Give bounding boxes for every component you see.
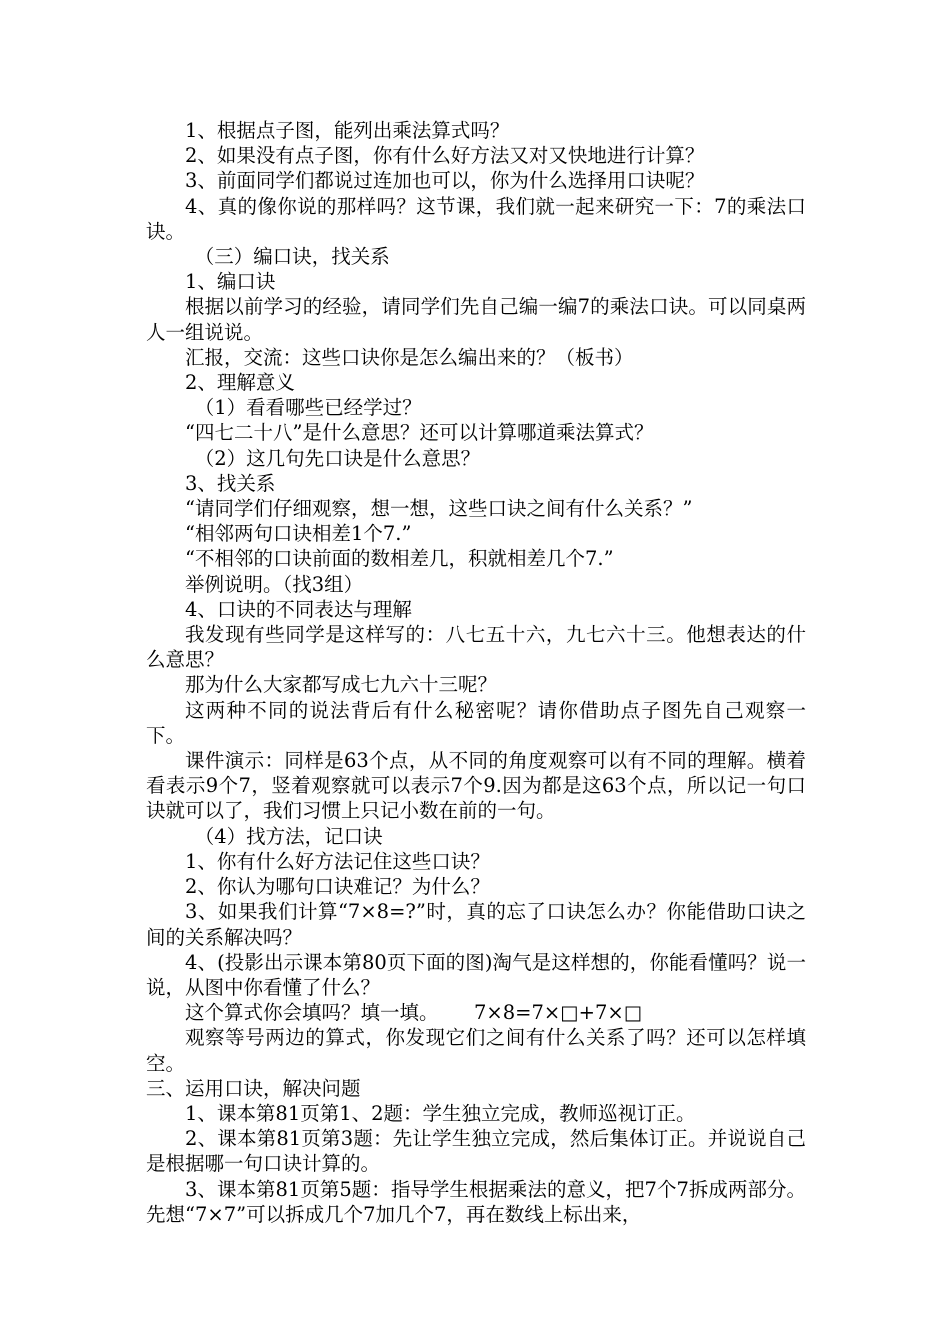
line: “请同学们仔细观察，想一想，这些口诀之间有什么关系？” — [185, 497, 693, 521]
line: 4、真的像你说的那样吗？这节课，我们就一起来研究一下：7的乘法口诀。 — [146, 194, 806, 243]
line: 那为什么大家都写成七九六十三呢？ — [185, 673, 498, 697]
line: 2、课本第81页第3题：先让学生独立完成，然后集体订正。并说说自己是根据哪一句口诀计算的。 — [146, 1127, 806, 1176]
line: （1）看看哪些已经学过？ — [194, 396, 422, 420]
section-heading: 三、运用口诀，解决问题 — [146, 1076, 361, 1100]
line: 课件演示：同样是63个点，从不同的角度观察可以有不同的理解。横着看表示9个7，竖着观察就可以表示7个9.因为都是这63个点，所以记一句口诀就可以了，我们习惯上只记小数在前的一句。 — [146, 749, 806, 823]
line: 4、口诀的不同表达与理解 — [185, 597, 412, 621]
line: 1、根据点子图，能列出乘法算式吗？ — [185, 119, 510, 142]
line: 这两种不同的说法背后有什么秘密呢？请你借助点子图先自己观察一下。 — [146, 698, 806, 747]
line: 2、如果没有点子图，你有什么好方法又对又快地进行计算？ — [185, 144, 705, 168]
line: 3、前面同学们都说过连加也可以，你为什么选择用口诀呢？ — [185, 169, 705, 193]
line: 2、你认为哪句口诀难记？为什么？ — [185, 875, 490, 899]
line: 2、理解意义 — [185, 371, 295, 395]
line: 1、课本第81页第1、2题：学生独立完成，教师巡视订正。 — [185, 1101, 696, 1125]
line: 汇报，交流：这些口诀你是怎么编出来的？（板书） — [185, 345, 634, 369]
line: 4、(投影出示课本第80页下面的图)淘气是这样想的，你能看懂吗？说一说，从图中你看懂了什么？ — [146, 950, 806, 999]
line: “相邻两句口诀相差1个7.” — [185, 522, 412, 546]
line: 观察等号两边的算式，你发现它们之间有什么关系了吗？还可以怎样填空。 — [146, 1026, 806, 1075]
line: 1、你有什么好方法记住这些口诀？ — [185, 849, 490, 873]
line: 3、课本第81页第5题：指导学生根据乘法的意义，把7个7拆成两部分。先想“7×7”可以拆成几个7加几个7，再在数线上标出来， — [146, 1177, 806, 1226]
line: 3、找关系 — [185, 471, 276, 495]
line: “四七二十八”是什么意思？还可以计算哪道乘法算式？ — [185, 421, 654, 445]
line: （2）这几句先口诀是什么意思？ — [194, 446, 481, 470]
section-heading: （4）找方法，记口诀 — [194, 824, 383, 848]
line: 举例说明。（找3组） — [185, 572, 364, 596]
line: 我发现有些同学是这样写的：八七五十六，九七六十三。他想表达的什么意思？ — [146, 623, 806, 672]
line: 根据以前学习的经验，请同学们先自己编一编7的乘法口诀。可以同桌两人一组说说。 — [146, 295, 806, 344]
line: “不相邻的口诀前面的数相差几，积就相差几个7.” — [185, 547, 614, 571]
document-page — [146, 118, 806, 1227]
line: 3、如果我们计算“7×8=?”时，真的忘了口诀怎么办？你能借助口诀之间的关系解决吗？ — [146, 900, 806, 949]
section-heading: （三）编口诀，找关系 — [194, 245, 390, 269]
line: 这个算式你会填吗？填一填。 7×8=7×□+7×□ — [185, 1001, 643, 1025]
line: 1、编口诀 — [185, 270, 276, 294]
